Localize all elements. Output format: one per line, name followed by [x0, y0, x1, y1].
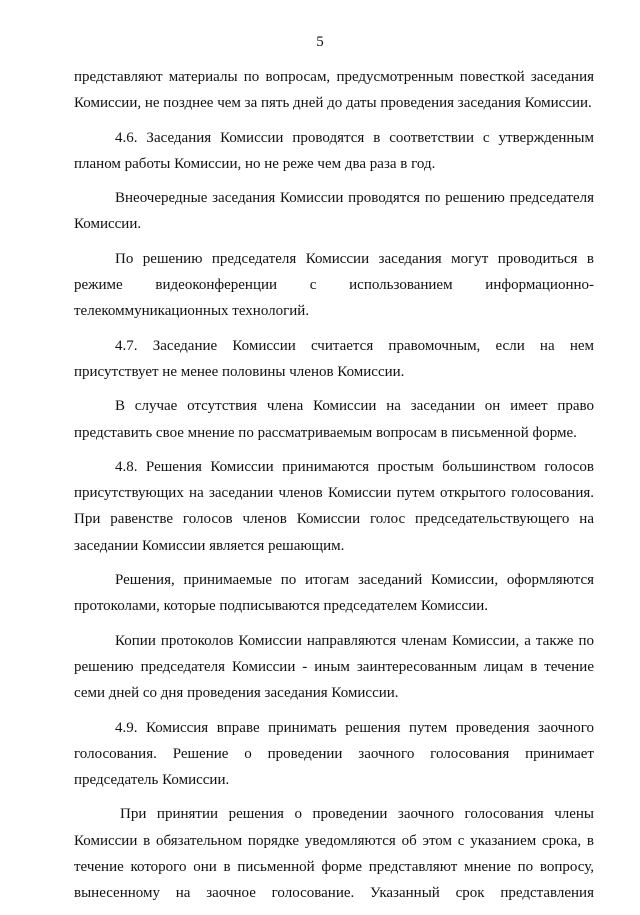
paragraph-4-8: 4.8. Решения Комиссии принимаются простым большинством голосов присутствующих на заседании членов Комиссии путем открытого голосования. При равенстве голосов членов Комиссии голос председательствующего на заседании Комиссии является решающим. [74, 458, 594, 554]
document-body [74, 64, 594, 915]
paragraph-decisions-protocols: Решения, принимаемые по итогам заседаний Комиссии, оформляются протоколами, которые подписываются председателем Комиссии. [74, 572, 594, 615]
paragraph-4-6: 4.6. Заседания Комиссии проводятся в соответствии с утвержденным планом работы Комиссии, но не реже чем два раза в год. [74, 129, 594, 172]
paragraph-member-absence: В случае отсутствия члена Комиссии на заседании он имеет право представить свое мнение по рассматриваемым вопросам в письменной форме. [74, 398, 594, 441]
paragraph-4-9: 4.9. Комиссия вправе принимать решения путем проведения заочного голосования. Решение о проведении заочного голосования принимает председатель Комиссии. [74, 719, 594, 789]
paragraph-continuation: представляют материалы по вопросам, предусмотренным повесткой заседания Комиссии, не позднее чем за пять дней до даты проведения заседания Комиссии. [74, 69, 594, 112]
page-number: 5 [316, 34, 324, 50]
paragraph-4-7: 4.7. Заседание Комиссии считается правомочным, если на нем присутствует не менее половины членов Комиссии. [74, 337, 594, 380]
paragraph-protocol-copies: Копии протоколов Комиссии направляются членам Комиссии, а также по решению председателя Комиссии - иным заинтересованным лицам в течение семи дней со дня проведения заседания Комиссии. [74, 632, 594, 702]
paragraph-videoconference: По решению председателя Комиссии заседания могут проводиться в режиме видеоконференции с использованием информационно-телекоммуникационных технологий. [74, 250, 594, 320]
paragraph-extraordinary-meetings: Внеочередные заседания Комиссии проводятся по решению председателя Комиссии. [74, 190, 594, 233]
paragraph-absentee-voting: При принятии решения о проведении заочного голосования члены Комиссии в обязательном порядке уведомляются об этом с указанием срока, в течение которого они в письменной форме представляют мнение по вопросу, вынесенному на заочное голосование. Указанный срок представления [74, 806, 594, 902]
